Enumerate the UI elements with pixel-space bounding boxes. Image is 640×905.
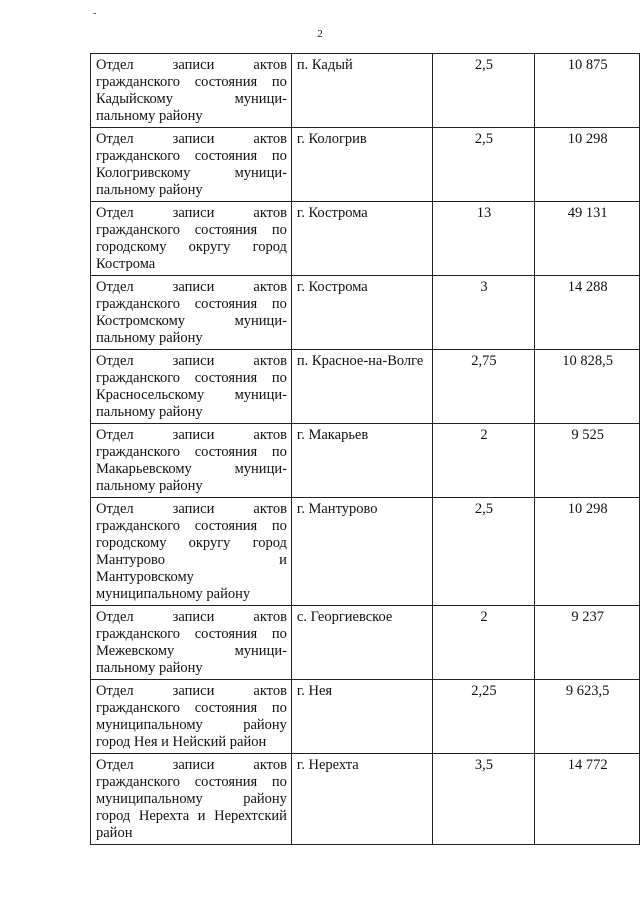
department-name-line: пальному району <box>96 182 203 198</box>
department-name-line: муниципальному району <box>96 717 287 733</box>
page-number: 2 <box>317 28 323 40</box>
value-cell: 3 <box>432 276 535 350</box>
department-name-line: гражданского состояния по <box>96 626 287 642</box>
table-row <box>91 128 640 202</box>
department-name-line: город Нея и Нейский район <box>96 734 267 750</box>
department-name-line: гражданского состояния по <box>96 518 287 534</box>
table-row <box>91 276 640 350</box>
department-name-line: пальному району <box>96 660 203 676</box>
location-cell: г. Макарьев <box>291 424 432 498</box>
table-row <box>91 424 640 498</box>
amount-cell: 10 298 <box>535 128 640 202</box>
department-name-cell <box>91 498 292 606</box>
scan-mark: - <box>93 8 97 19</box>
department-name-line: Кологривскому муници- <box>96 165 287 181</box>
department-name-cell <box>91 128 292 202</box>
department-name-line: гражданского состояния по <box>96 74 287 90</box>
department-name-line: гражданского состояния по <box>96 700 287 716</box>
department-name-line: пальному району <box>96 478 203 494</box>
amount-cell: 10 875 <box>535 54 640 128</box>
value-cell: 2 <box>432 606 535 680</box>
department-name-cell <box>91 606 292 680</box>
amount-cell: 9 623,5 <box>535 680 640 754</box>
department-name-cell <box>91 754 292 845</box>
value-cell: 2,5 <box>432 128 535 202</box>
department-name-line: Отдел записи актов <box>96 279 287 295</box>
department-name-line: Межевскому муници- <box>96 643 287 659</box>
table-row <box>91 606 640 680</box>
amount-cell: 9 525 <box>535 424 640 498</box>
location-cell: г. Кологрив <box>291 128 432 202</box>
table-row <box>91 498 640 606</box>
department-name-cell <box>91 202 292 276</box>
department-name-line: гражданского состояния по <box>96 370 287 386</box>
table-row <box>91 680 640 754</box>
value-cell: 2,5 <box>432 498 535 606</box>
location-cell: г. Кострома <box>291 276 432 350</box>
department-name-line: Отдел записи актов <box>96 205 287 221</box>
location-cell: п. Красное-на-Волге <box>291 350 432 424</box>
department-name-line: Отдел записи актов <box>96 353 287 369</box>
department-name-line: муниципальному району <box>96 791 287 807</box>
location-cell: с. Георгиевское <box>291 606 432 680</box>
department-name-line: Макарьевскому муници- <box>96 461 287 477</box>
department-name-line: Кадыйскому муници- <box>96 91 287 107</box>
location-cell: п. Кадый <box>291 54 432 128</box>
department-name-line: гражданского состояния по <box>96 222 287 238</box>
department-name-line: Костромскому муници- <box>96 313 287 329</box>
department-name-line: Красносельскому муници- <box>96 387 287 403</box>
department-name-line: городскому округу город <box>96 239 287 255</box>
department-name-cell <box>91 680 292 754</box>
amount-cell: 14 288 <box>535 276 640 350</box>
department-name-line: Отдел записи актов <box>96 57 287 73</box>
table-row <box>91 54 640 128</box>
department-name-cell <box>91 54 292 128</box>
department-name-line: пальному району <box>96 404 203 420</box>
location-cell: г. Мантурово <box>291 498 432 606</box>
department-name-cell <box>91 424 292 498</box>
department-name-line: Мантурово и <box>96 552 287 568</box>
value-cell: 2,25 <box>432 680 535 754</box>
department-name-line: гражданского состояния по <box>96 148 287 164</box>
table-row <box>91 202 640 276</box>
department-name-line: Отдел записи актов <box>96 131 287 147</box>
amount-cell: 49 131 <box>535 202 640 276</box>
department-name-line: Отдел записи актов <box>96 609 287 625</box>
table-row <box>91 350 640 424</box>
department-name-line: пальному району <box>96 108 203 124</box>
location-cell: г. Кострома <box>291 202 432 276</box>
department-name-line: Отдел записи актов <box>96 427 287 443</box>
department-name-line: муниципальному району <box>96 586 251 602</box>
department-name-line: Отдел записи актов <box>96 683 287 699</box>
department-name-cell <box>91 276 292 350</box>
department-name-line: Отдел записи актов <box>96 501 287 517</box>
department-name-line: пальному району <box>96 330 203 346</box>
department-name-line: гражданского состояния по <box>96 774 287 790</box>
department-name-line: район <box>96 825 133 841</box>
value-cell: 2 <box>432 424 535 498</box>
value-cell: 2,5 <box>432 54 535 128</box>
department-name-line: Отдел записи актов <box>96 757 287 773</box>
location-cell: г. Нерехта <box>291 754 432 845</box>
department-name-line: городскому округу город <box>96 535 287 551</box>
location-cell: г. Нея <box>291 680 432 754</box>
value-cell: 3,5 <box>432 754 535 845</box>
amount-cell: 14 772 <box>535 754 640 845</box>
value-cell: 2,75 <box>432 350 535 424</box>
department-name-line: Кострома <box>96 256 156 272</box>
department-name-line: город Нерехта и Нерехтский <box>96 808 287 824</box>
department-name-cell <box>91 350 292 424</box>
table-row <box>91 754 640 845</box>
amount-cell: 9 237 <box>535 606 640 680</box>
amount-cell: 10 298 <box>535 498 640 606</box>
amount-cell: 10 828,5 <box>535 350 640 424</box>
department-name-line: Мантуровскому <box>96 569 194 585</box>
registry-offices-table <box>90 53 640 845</box>
department-name-line: гражданского состояния по <box>96 296 287 312</box>
department-name-line: гражданского состояния по <box>96 444 287 460</box>
value-cell: 13 <box>432 202 535 276</box>
